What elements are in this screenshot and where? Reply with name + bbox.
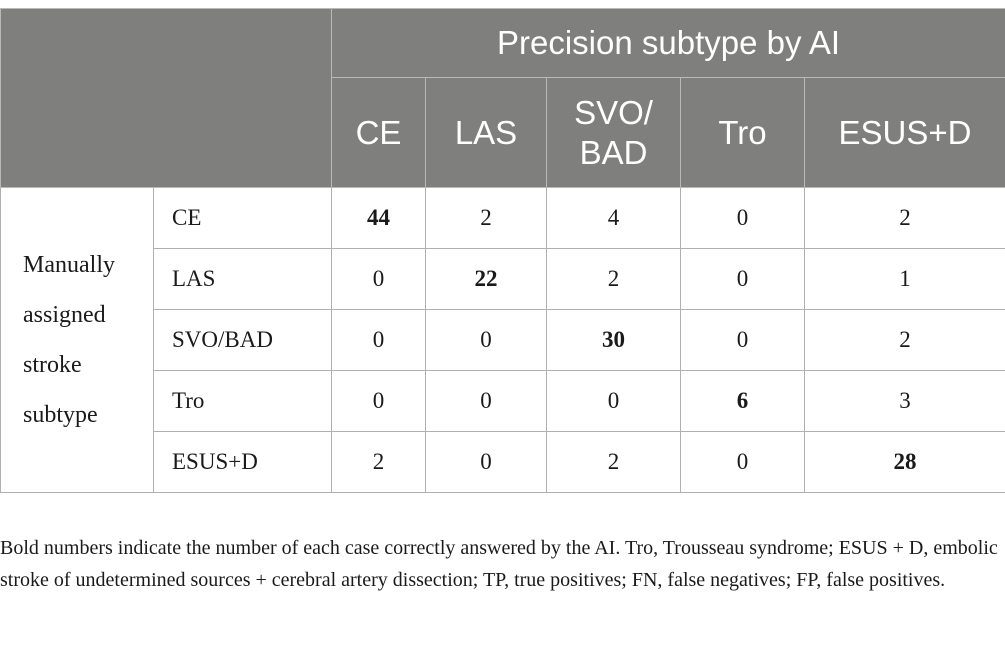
cell-ce-tro: 0: [681, 188, 805, 249]
cell-svo-bad-svo-bad: 30: [547, 310, 681, 371]
column-header-svo-bad: [547, 78, 681, 188]
column-header-las: LAS: [426, 78, 547, 188]
confusion-matrix-table: [0, 8, 1005, 493]
cell-las-ce: 0: [332, 249, 426, 310]
cell-svo-bad-tro: 0: [681, 310, 805, 371]
row-label-tro: Tro: [154, 371, 332, 432]
table-row: [1, 188, 1005, 249]
row-label-svo-bad: SVO/BAD: [154, 310, 332, 371]
cell-svo-bad-las: 0: [426, 310, 547, 371]
cell-ce-svo-bad: 4: [547, 188, 681, 249]
column-header-tro: Tro: [681, 78, 805, 188]
table-footnote: Bold numbers indicate the number of each case correctly answered by the AI. Tro, Trousseau syndrome; ESUS + D, embolic stroke of undetermined sources + cerebral artery dissection; TP, true positives; FN, false negatives; FP, false positives.: [0, 537, 998, 591]
cell-esus-d-las: 0: [426, 432, 547, 493]
cell-tro-svo-bad: 0: [547, 371, 681, 432]
cell-esus-d-esus-d: 28: [805, 432, 1005, 493]
cell-tro-tro: 6: [681, 371, 805, 432]
row-group-label-text: Manually assigned stroke subtype: [23, 252, 115, 428]
column-header-esus-d: ESUS+D: [805, 78, 1005, 188]
column-header-svo-bad-text: SVO/ BAD: [574, 93, 653, 171]
cell-svo-bad-ce: 0: [332, 310, 426, 371]
cell-las-esus-d: 1: [805, 249, 1005, 310]
cell-tro-las: 0: [426, 371, 547, 432]
column-header-ce: CE: [332, 78, 426, 188]
cell-esus-d-tro: 0: [681, 432, 805, 493]
cell-tro-esus-d: 3: [805, 371, 1005, 432]
cell-las-las: 22: [426, 249, 547, 310]
row-group-label: [1, 188, 154, 493]
cell-svo-bad-esus-d: 2: [805, 310, 1005, 371]
cell-las-svo-bad: 2: [547, 249, 681, 310]
cell-esus-d-ce: 2: [332, 432, 426, 493]
cell-las-tro: 0: [681, 249, 805, 310]
cell-ce-las: 2: [426, 188, 547, 249]
cell-ce-ce: 44: [332, 188, 426, 249]
cell-esus-d-svo-bad: 2: [547, 432, 681, 493]
row-label-esus-d: ESUS+D: [154, 432, 332, 493]
row-label-las: LAS: [154, 249, 332, 310]
header-row-group: [1, 9, 1005, 78]
group-header-precision: Precision subtype by AI: [332, 9, 1005, 78]
header-corner-cell: [1, 9, 332, 188]
cell-ce-esus-d: 2: [805, 188, 1005, 249]
row-label-ce: CE: [154, 188, 332, 249]
cell-tro-ce: 0: [332, 371, 426, 432]
